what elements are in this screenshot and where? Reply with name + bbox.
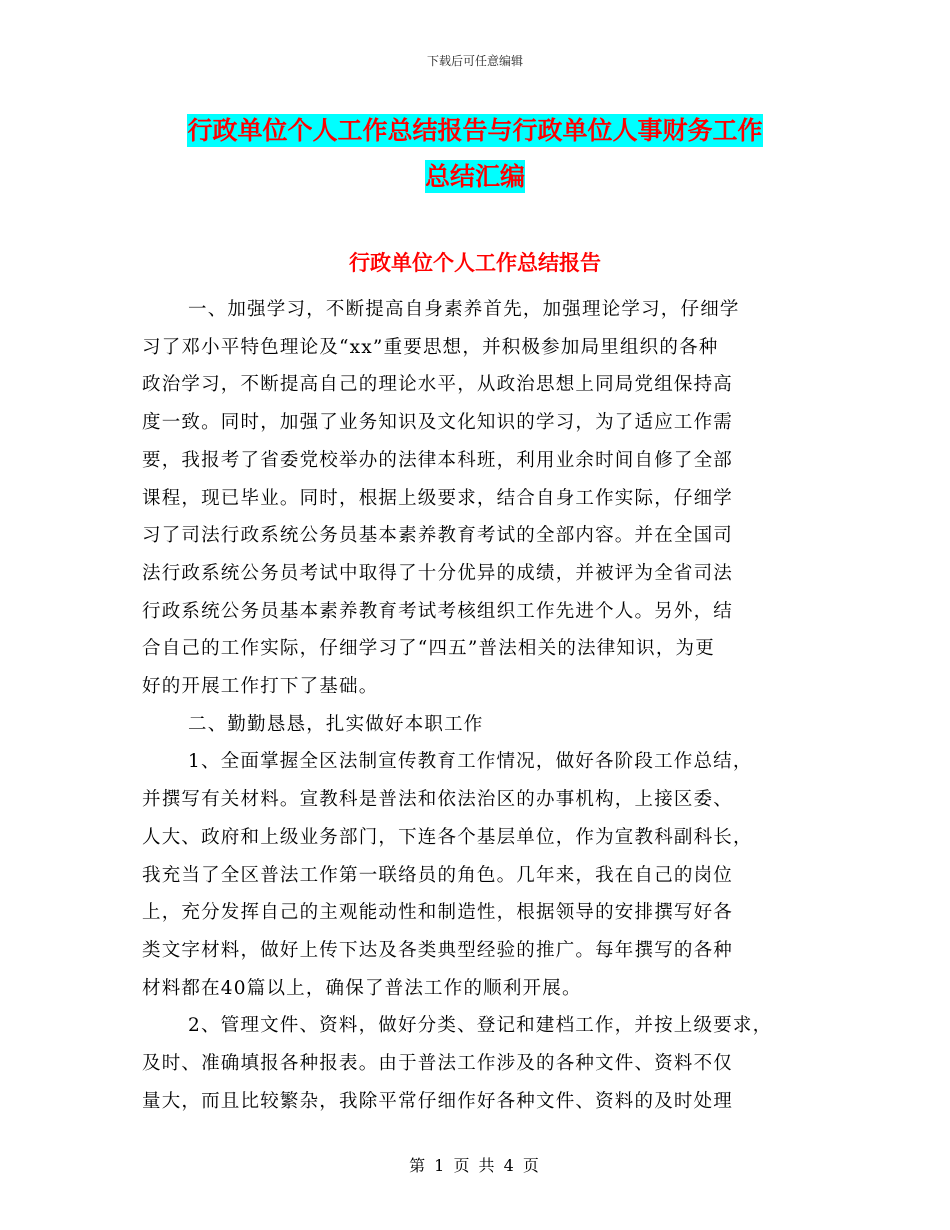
header-note: 下载后可任意编辑 xyxy=(426,54,523,68)
body-line: 合自己的工作实际，仔细学习了“四五”普法相关的法律知识，为更 xyxy=(142,638,715,660)
body-line: 材料都在40篇以上，确保了普法工作的顺利开展。 xyxy=(142,977,582,999)
body-line: 课程，现已毕业。同时，根据上级要求，结合自身工作实际，仔细学 xyxy=(142,487,734,509)
body-line: 法行政系统公务员考试中取得了十分优异的成绩，并被评为全省司法 xyxy=(142,562,734,584)
body-line: 好的开展工作打下了基础。 xyxy=(142,676,379,698)
body-line: 及时、准确填报各种报表。由于普法工作涉及的各种文件、资料不仅 xyxy=(142,1053,734,1075)
document-title xyxy=(0,108,950,200)
body-line: 一、加强学习，不断提高自身素养首先，加强理论学习，仔细学 xyxy=(188,299,740,320)
body-line: 习了邓小平特色理论及“xx”重要思想，并积极参加局里组织的各种 xyxy=(142,336,719,358)
page-footer: 第 1 页 共 4 页 xyxy=(409,1156,541,1175)
section-title: 行政单位个人工作总结报告 xyxy=(349,251,601,275)
body-line: 量大，而且比较繁杂，我除平常仔细作好各种文件、资料的及时处理 xyxy=(142,1090,734,1112)
body-line: 行政系统公务员基本素养教育考试考核组织工作先进个人。另外，结 xyxy=(142,600,734,622)
body-line: 度一致。同时，加强了业务知识及文化知识的学习，为了适应工作需 xyxy=(142,412,734,434)
body-line: 1、全面掌握全区法制宣传教育工作情况，做好各阶段工作总结， xyxy=(188,751,753,773)
body-line: 2、管理文件、资料，做好分类、登记和建档工作，并按上级要求， xyxy=(188,1015,773,1037)
body-line: 政治学习，不断提高自己的理论水平，从政治思想上同局党组保持高 xyxy=(142,374,734,396)
body-line: 要，我报考了省委党校举办的法律本科班，利用业余时间自修了全部 xyxy=(142,449,734,471)
body-line: 我充当了全区普法工作第一联络员的角色。几年来，我在自己的岗位 xyxy=(142,864,734,886)
body-line: 习了司法行政系统公务员基本素养教育考试的全部内容。并在全国司 xyxy=(142,525,734,547)
body-text xyxy=(142,291,822,1120)
body-line: 上，充分发挥自己的主观能动性和制造性，根据领导的安排撰写好各 xyxy=(142,902,734,924)
document-title-line-2: 总结汇编 xyxy=(424,162,525,191)
body-line: 人大、政府和上级业务部门，下连各个基层单位，作为宣教科副科长， xyxy=(142,826,753,848)
body-line: 类文字材料，做好上传下达及各类典型经验的推广。每年撰写的各种 xyxy=(142,939,734,961)
body-line: 并撰写有关材料。宣教科是普法和依法治区的办事机构，上接区委、 xyxy=(142,789,734,811)
document-title-line-1: 行政单位个人工作总结报告与行政单位人事财务工作 xyxy=(187,116,763,145)
body-line: 二、勤勤恳恳，扎实做好本职工作 xyxy=(188,713,484,735)
